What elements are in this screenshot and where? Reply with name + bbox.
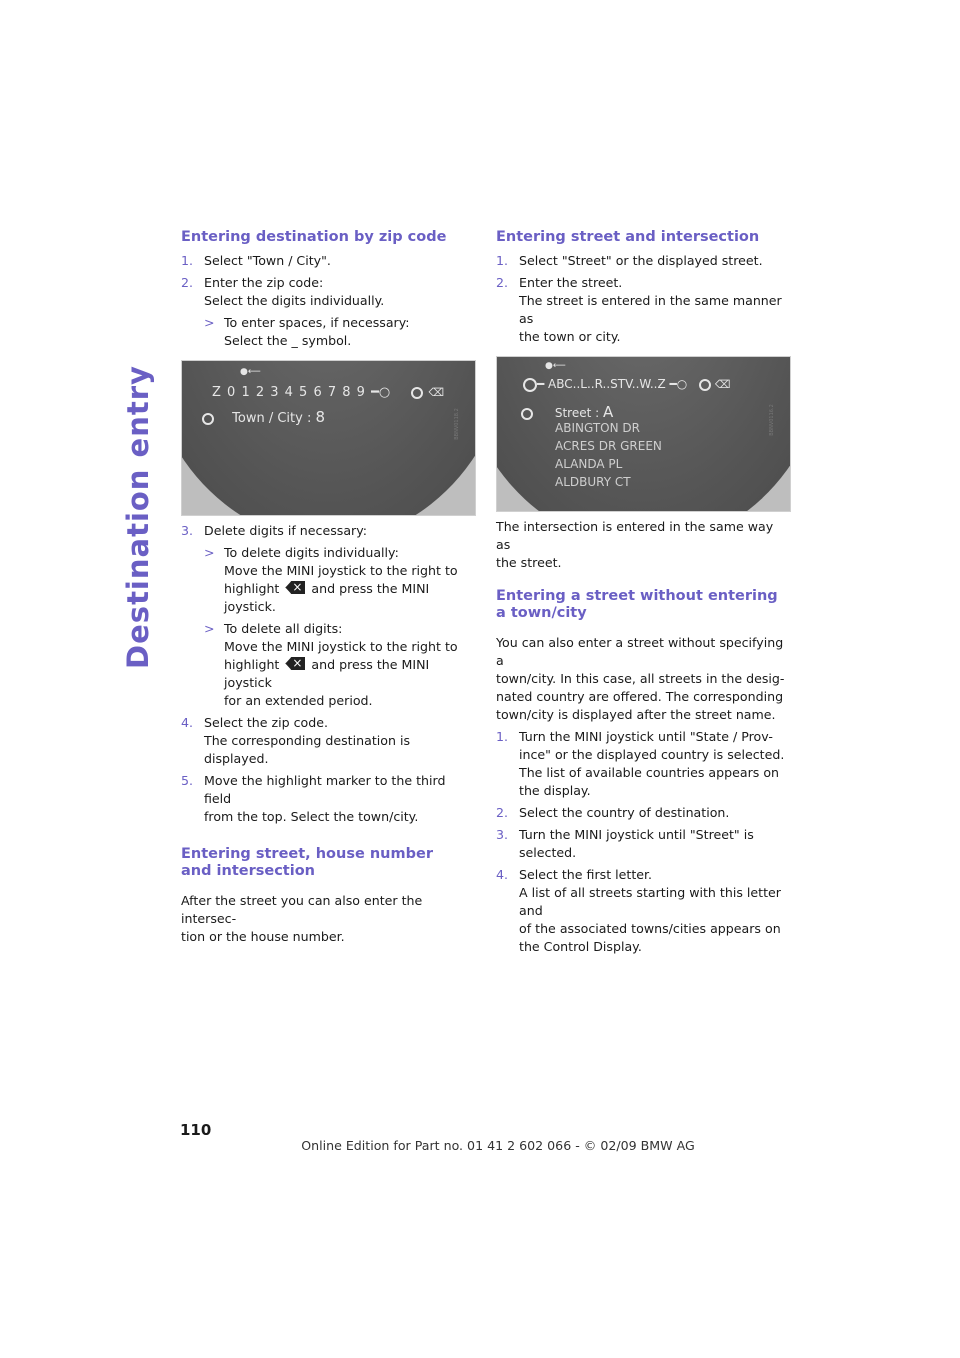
step-text: Enter the street. [519, 275, 623, 290]
paragraph: After the street you can also enter the intersec- tion or the house number. [181, 893, 423, 944]
back-icon: ●⟵ [545, 361, 566, 371]
street-item: ALANDA PL [555, 457, 623, 471]
paragraph: The intersection is entered in the same way as the street. [496, 519, 774, 570]
step-number: 1. [496, 253, 509, 268]
step-1 [496, 252, 791, 270]
step-number: 2. [496, 275, 509, 290]
step-text: The list of available countries appears on [519, 765, 780, 780]
delete-icon [285, 581, 305, 594]
step-3 [181, 522, 476, 710]
street-row: Street : A [521, 403, 613, 421]
letter-row: ━ ABC..L..R..STV..W..Z ━○ ⌫ [523, 377, 730, 392]
bullet-item [204, 544, 476, 616]
step-2 [496, 804, 791, 822]
step-3 [496, 826, 791, 862]
step-text: Select the first letter. [519, 867, 653, 882]
town-city-row: Town / City : 8 [202, 408, 325, 426]
bullet-text: To delete all digits: [224, 621, 343, 636]
display-screenshot-zip [181, 360, 476, 516]
image-id: BBNV0116.2 [769, 404, 776, 436]
bullet-mark: > [204, 545, 215, 560]
back-icon: ●⟵ [240, 367, 261, 377]
heading-street-without-town: Entering a street without entering a town/city [496, 588, 778, 621]
digit-row: Z 0 1 2 3 4 5 6 7 8 9 ━○ ⌫ [212, 385, 446, 400]
step-text: Turn the MINI joystick until "State / Prov- [519, 729, 773, 744]
step-number: 2. [181, 275, 194, 290]
delete-icon [285, 657, 305, 670]
step-text: of the associated towns/cities appears on [519, 921, 781, 936]
paragraph: You can also enter a street without specifying a town/city. In this case, all streets in the desig- nated country are offered. The corresponding town/city is displayed after the street name. [496, 635, 785, 722]
bullet-mark: > [204, 315, 215, 330]
step-number: 3. [181, 523, 194, 538]
step-text: ince" or the displayed country is selected. [519, 747, 785, 762]
step-2 [181, 274, 476, 350]
page-number: 110 [180, 1121, 212, 1139]
step-number: 1. [181, 253, 194, 268]
bullet-text: highlight × and press the MINI joystick. [224, 580, 476, 616]
step-text: Select the digits individually. [204, 293, 385, 308]
step-1 [181, 252, 476, 270]
heading-street-house: Entering street, house number and intersection [181, 846, 433, 879]
section-title-text: Destination entry [121, 365, 155, 669]
step-text: the town or city. [519, 329, 621, 344]
right-column [496, 229, 791, 960]
section-side-title [118, 232, 158, 802]
step-text: Move the highlight marker to the third field [204, 773, 446, 806]
radio-icon [202, 413, 214, 425]
bullet-mark: > [204, 621, 215, 636]
bullet-text: Move the MINI joystick to the right to [224, 639, 458, 654]
step-number: 4. [181, 715, 194, 730]
step-text: Select "Town / City". [204, 253, 331, 268]
left-column [181, 229, 476, 946]
step-number: 3. [496, 827, 509, 842]
bullet-text: highlight × and press the MINI joystick [224, 656, 476, 692]
image-id: BBNV0118.2 [454, 408, 461, 440]
step-text: from the top. Select the town/city. [204, 809, 419, 824]
step-number: 5. [181, 773, 194, 788]
edition-footer: Online Edition for Part no. 01 41 2 602 066 - © 02/09 BMW AG [301, 1138, 695, 1153]
step-text: the display. [519, 783, 591, 798]
step-text: Select "Street" or the displayed street. [519, 253, 763, 268]
step-text: Turn the MINI joystick until "Street" is [519, 827, 754, 842]
street-item: ACRES DR GREEN [555, 439, 662, 453]
heading-street-intersection: Entering street and intersection [496, 229, 760, 245]
step-text: selected. [519, 845, 577, 860]
heading-zip-code: Entering destination by zip code [181, 229, 447, 245]
step-text: The street is entered in the same manner as [519, 293, 782, 326]
step-2 [496, 274, 791, 346]
step-text: Select the country of destination. [519, 805, 730, 820]
step-text: A list of all streets starting with this letter and [519, 885, 781, 918]
bullet-text: To enter spaces, if necessary: [224, 315, 410, 330]
step-text: Enter the zip code: [204, 275, 324, 290]
step-text: the Control Display. [519, 939, 642, 954]
step-5 [181, 772, 476, 826]
step-text: The corresponding destination is displayed. [204, 733, 411, 766]
radio-icon [521, 408, 533, 420]
step-1 [496, 728, 791, 800]
display-screenshot-street [496, 356, 791, 512]
step-text: Delete digits if necessary: [204, 523, 368, 538]
street-item: ALDBURY CT [555, 475, 631, 489]
bullet-item [204, 314, 476, 350]
bullet-item [204, 620, 476, 710]
step-number: 1. [496, 729, 509, 744]
bullet-text: Select the _ symbol. [224, 333, 352, 348]
step-number: 2. [496, 805, 509, 820]
step-4 [496, 866, 791, 956]
bullet-text: Move the MINI joystick to the right to [224, 563, 458, 578]
selector-icon [523, 378, 537, 392]
step-4 [181, 714, 476, 768]
step-text: Select the zip code. [204, 715, 329, 730]
bullet-text: for an extended period. [224, 693, 373, 708]
step-number: 4. [496, 867, 509, 882]
bullet-text: To delete digits individually: [224, 545, 399, 560]
street-item: ABINGTON DR [555, 421, 640, 435]
